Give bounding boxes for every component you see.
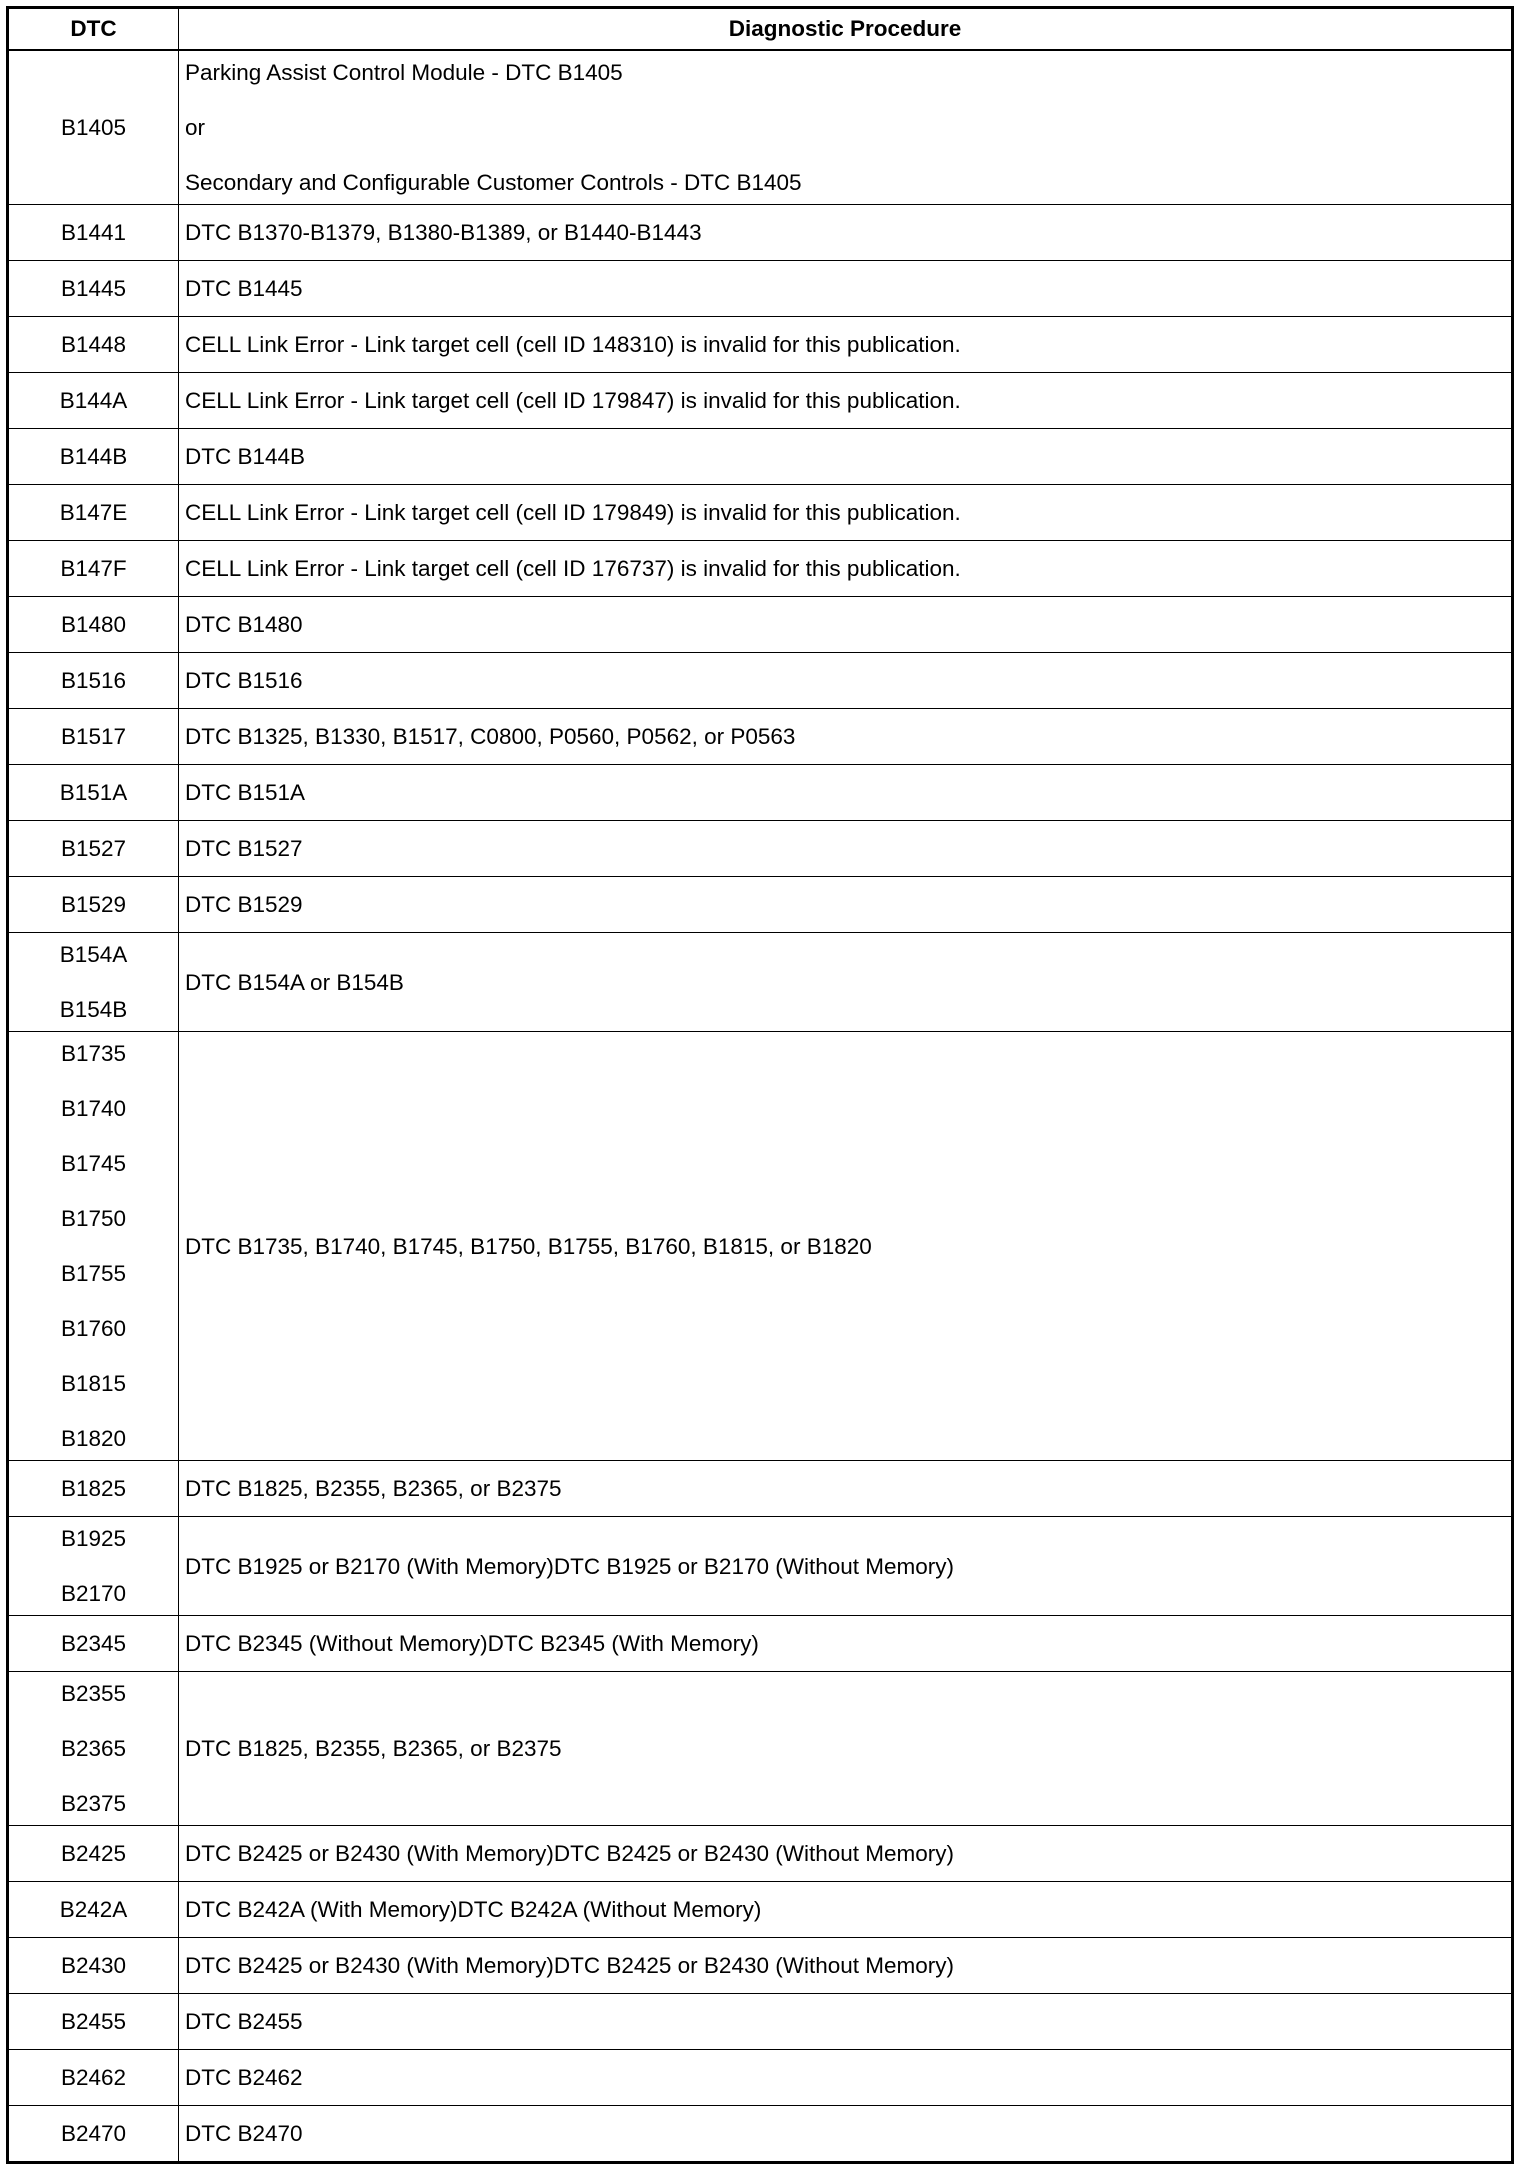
diagnostic-procedure-cell <box>179 1032 1513 1461</box>
diagnostic-procedure-cell <box>179 1672 1513 1826</box>
table-row <box>8 1826 1513 1882</box>
diagnostic-procedure-text: DTC B1825, B2355, B2365, or B2375 <box>185 1736 562 1761</box>
diagnostic-procedure-cell <box>179 933 1513 1032</box>
diagnostic-procedure-cell <box>179 1826 1513 1882</box>
dtc-code: B1516 <box>60 668 127 693</box>
table-row <box>8 2106 1513 2163</box>
header-dtc: DTC <box>8 8 179 51</box>
dtc-code: B144A <box>59 388 128 413</box>
diagnostic-procedure-text: DTC B154A or B154B <box>185 969 404 995</box>
diagnostic-procedure-text: DTC B2425 or B2430 (With Memory)DTC B2425 or B2430 (Without Memory) <box>185 1953 955 1978</box>
diagnostic-procedure-text: DTC B1445 <box>185 276 303 301</box>
dtc-code-cell <box>8 1826 179 1882</box>
diagnostic-procedure-text: DTC B1516 <box>185 668 303 693</box>
dtc-code: B147E <box>59 500 128 525</box>
dtc-code: B2375 <box>60 1791 127 1816</box>
dtc-code: B2425 <box>60 1841 127 1866</box>
table-row <box>8 317 1513 373</box>
diagnostic-procedure-text: DTC B2345 (Without Memory)DTC B2345 (With Memory) <box>185 1631 759 1656</box>
dtc-code-cell <box>8 317 179 373</box>
dtc-code: B2170 <box>60 1581 127 1606</box>
diagnostic-procedure-text: DTC B1325, B1330, B1517, C0800, P0560, P0562, or P0563 <box>185 724 796 749</box>
diagnostic-procedure-cell <box>179 1616 1513 1672</box>
diagnostic-procedure-text: CELL Link Error - Link target cell (cell ID 179849) is invalid for this publication. <box>185 500 961 525</box>
dtc-code-cell <box>8 597 179 653</box>
dtc-code-cell <box>8 485 179 541</box>
diagnostic-procedure-cell <box>179 317 1513 373</box>
diagnostic-procedure-text: DTC B1529 <box>185 892 303 917</box>
diagnostic-procedure-cell <box>179 1461 1513 1517</box>
dtc-code: B1745 <box>60 1151 127 1176</box>
header-diagnostic-procedure: Diagnostic Procedure <box>179 8 1513 51</box>
table-row <box>8 429 1513 485</box>
diagnostic-procedure-cell <box>179 429 1513 485</box>
diagnostic-procedure-cell <box>179 373 1513 429</box>
table-row <box>8 1461 1513 1517</box>
diagnostic-procedure-cell <box>179 877 1513 933</box>
dtc-code: B147F <box>60 556 127 581</box>
diagnostic-procedure-text: DTC B1825, B2355, B2365, or B2375 <box>185 1476 562 1501</box>
dtc-code-cell <box>8 373 179 429</box>
dtc-code-cell <box>8 2106 179 2163</box>
diagnostic-procedure-text: DTC B1527 <box>185 836 303 861</box>
table-row <box>8 765 1513 821</box>
dtc-code: B2355 <box>60 1681 127 1706</box>
diagnostic-procedure-cell <box>179 1938 1513 1994</box>
dtc-code-cell <box>8 205 179 261</box>
dtc-code: B154B <box>59 997 128 1022</box>
table-row <box>8 1938 1513 1994</box>
dtc-code: B2345 <box>60 1631 127 1656</box>
dtc-code: B1820 <box>60 1426 127 1451</box>
table-row <box>8 373 1513 429</box>
diagnostic-procedure-text: Secondary and Configurable Customer Controls - DTC B1405 <box>185 170 802 195</box>
dtc-code-cell <box>8 877 179 933</box>
dtc-code-cell <box>8 541 179 597</box>
dtc-code-cell <box>8 429 179 485</box>
table-row <box>8 1882 1513 1938</box>
dtc-code: B1441 <box>60 220 127 245</box>
diagnostic-procedure-cell <box>179 485 1513 541</box>
table-row <box>8 261 1513 317</box>
diagnostic-procedure-text: DTC B2470 <box>185 2121 303 2146</box>
dtc-code: B154A <box>59 942 128 967</box>
diagnostic-procedure-cell <box>179 765 1513 821</box>
diagnostic-procedure-cell <box>179 541 1513 597</box>
table-header-row <box>8 8 1513 51</box>
dtc-code-cell <box>8 709 179 765</box>
diagnostic-procedure-cell <box>179 709 1513 765</box>
diagnostic-procedure-text: CELL Link Error - Link target cell (cell ID 176737) is invalid for this publication. <box>185 556 961 581</box>
diagnostic-procedure-cell <box>179 2106 1513 2163</box>
dtc-code: B144B <box>59 444 128 469</box>
dtc-code-cell <box>8 821 179 877</box>
diagnostic-procedure-cell <box>179 205 1513 261</box>
table-row <box>8 1517 1513 1616</box>
dtc-code: B1517 <box>60 724 127 749</box>
table-row <box>8 821 1513 877</box>
table-row <box>8 1994 1513 2050</box>
dtc-code: B1445 <box>60 276 127 301</box>
dtc-code: B1405 <box>60 115 127 140</box>
dtc-code-cell <box>8 1882 179 1938</box>
diagnostic-procedure-text: DTC B2455 <box>185 2009 303 2034</box>
dtc-code-cell <box>8 653 179 709</box>
dtc-code-cell <box>8 1032 179 1461</box>
diagnostic-procedure-text: CELL Link Error - Link target cell (cell ID 179847) is invalid for this publication. <box>185 388 961 413</box>
table-row <box>8 653 1513 709</box>
table-row <box>8 933 1513 1032</box>
dtc-code: B1735 <box>60 1041 127 1066</box>
dtc-code: B1925 <box>60 1526 127 1551</box>
dtc-code: B1527 <box>60 836 127 861</box>
dtc-code: B2455 <box>60 2009 127 2034</box>
diagnostic-procedure-text: DTC B1480 <box>185 612 303 637</box>
diagnostic-procedure-text: DTC B2425 or B2430 (With Memory)DTC B2425 or B2430 (Without Memory) <box>185 1841 955 1866</box>
dtc-code: B1825 <box>60 1476 127 1501</box>
table-row <box>8 485 1513 541</box>
dtc-code: B2365 <box>60 1736 127 1761</box>
table-row <box>8 50 1513 205</box>
dtc-code-cell <box>8 50 179 205</box>
table-row <box>8 597 1513 653</box>
dtc-code: B1740 <box>60 1096 127 1121</box>
table-row <box>8 541 1513 597</box>
dtc-code-cell <box>8 1938 179 1994</box>
dtc-code-cell <box>8 1616 179 1672</box>
dtc-code-cell <box>8 2050 179 2106</box>
dtc-code: B1448 <box>60 332 127 357</box>
table-row <box>8 1616 1513 1672</box>
dtc-code: B151A <box>59 780 128 805</box>
diagnostic-procedure-cell <box>179 1882 1513 1938</box>
diagnostic-procedure-cell <box>179 261 1513 317</box>
diagnostic-procedure-cell <box>179 50 1513 205</box>
dtc-code: B1760 <box>60 1316 127 1341</box>
diagnostic-procedure-cell <box>179 2050 1513 2106</box>
diagnostic-procedure-text: DTC B151A <box>185 780 306 805</box>
dtc-code: B1755 <box>60 1261 127 1286</box>
dtc-code-cell <box>8 1672 179 1826</box>
dtc-code-cell <box>8 261 179 317</box>
diagnostic-procedure-text: CELL Link Error - Link target cell (cell ID 148310) is invalid for this publication. <box>185 332 961 357</box>
diagnostic-procedure-cell <box>179 1994 1513 2050</box>
table-body <box>8 50 1513 2163</box>
diagnostic-procedure-cell <box>179 1517 1513 1616</box>
table-row <box>8 709 1513 765</box>
diagnostic-procedure-cell <box>179 653 1513 709</box>
diagnostic-procedure-cell <box>179 821 1513 877</box>
dtc-code: B242A <box>59 1897 128 1922</box>
diagnostic-procedure-text: DTC B1925 or B2170 (With Memory)DTC B1925 or B2170 (Without Memory) <box>185 1553 955 1579</box>
dtc-code-cell <box>8 765 179 821</box>
diagnostic-procedure-text: DTC B144B <box>185 444 306 469</box>
dtc-code-cell <box>8 1461 179 1517</box>
table-row <box>8 877 1513 933</box>
table-row <box>8 2050 1513 2106</box>
table-row <box>8 1672 1513 1826</box>
dtc-table <box>6 6 1514 2164</box>
dtc-code: B2430 <box>60 1953 127 1978</box>
table-row <box>8 205 1513 261</box>
table-row <box>8 1032 1513 1461</box>
diagnostic-procedure-text: DTC B242A (With Memory)DTC B242A (Without Memory) <box>185 1897 762 1922</box>
dtc-code: B1480 <box>60 612 127 637</box>
dtc-code: B1529 <box>60 892 127 917</box>
diagnostic-procedure-text: DTC B2462 <box>185 2065 303 2090</box>
dtc-code-cell <box>8 1517 179 1616</box>
diagnostic-procedure-text: or <box>185 115 206 140</box>
dtc-code: B2462 <box>60 2065 127 2090</box>
diagnostic-procedure-text: DTC B1735, B1740, B1745, B1750, B1755, B1760, B1815, or B1820 <box>185 1233 872 1259</box>
diagnostic-procedure-text: Parking Assist Control Module - DTC B1405 <box>185 60 623 85</box>
dtc-code-cell <box>8 1994 179 2050</box>
diagnostic-procedure-text: DTC B1370-B1379, B1380-B1389, or B1440-B1443 <box>185 220 702 245</box>
diagnostic-procedure-cell <box>179 597 1513 653</box>
dtc-code: B1815 <box>60 1371 127 1396</box>
dtc-code-cell <box>8 933 179 1032</box>
dtc-code: B1750 <box>60 1206 127 1231</box>
dtc-code: B2470 <box>60 2121 127 2146</box>
